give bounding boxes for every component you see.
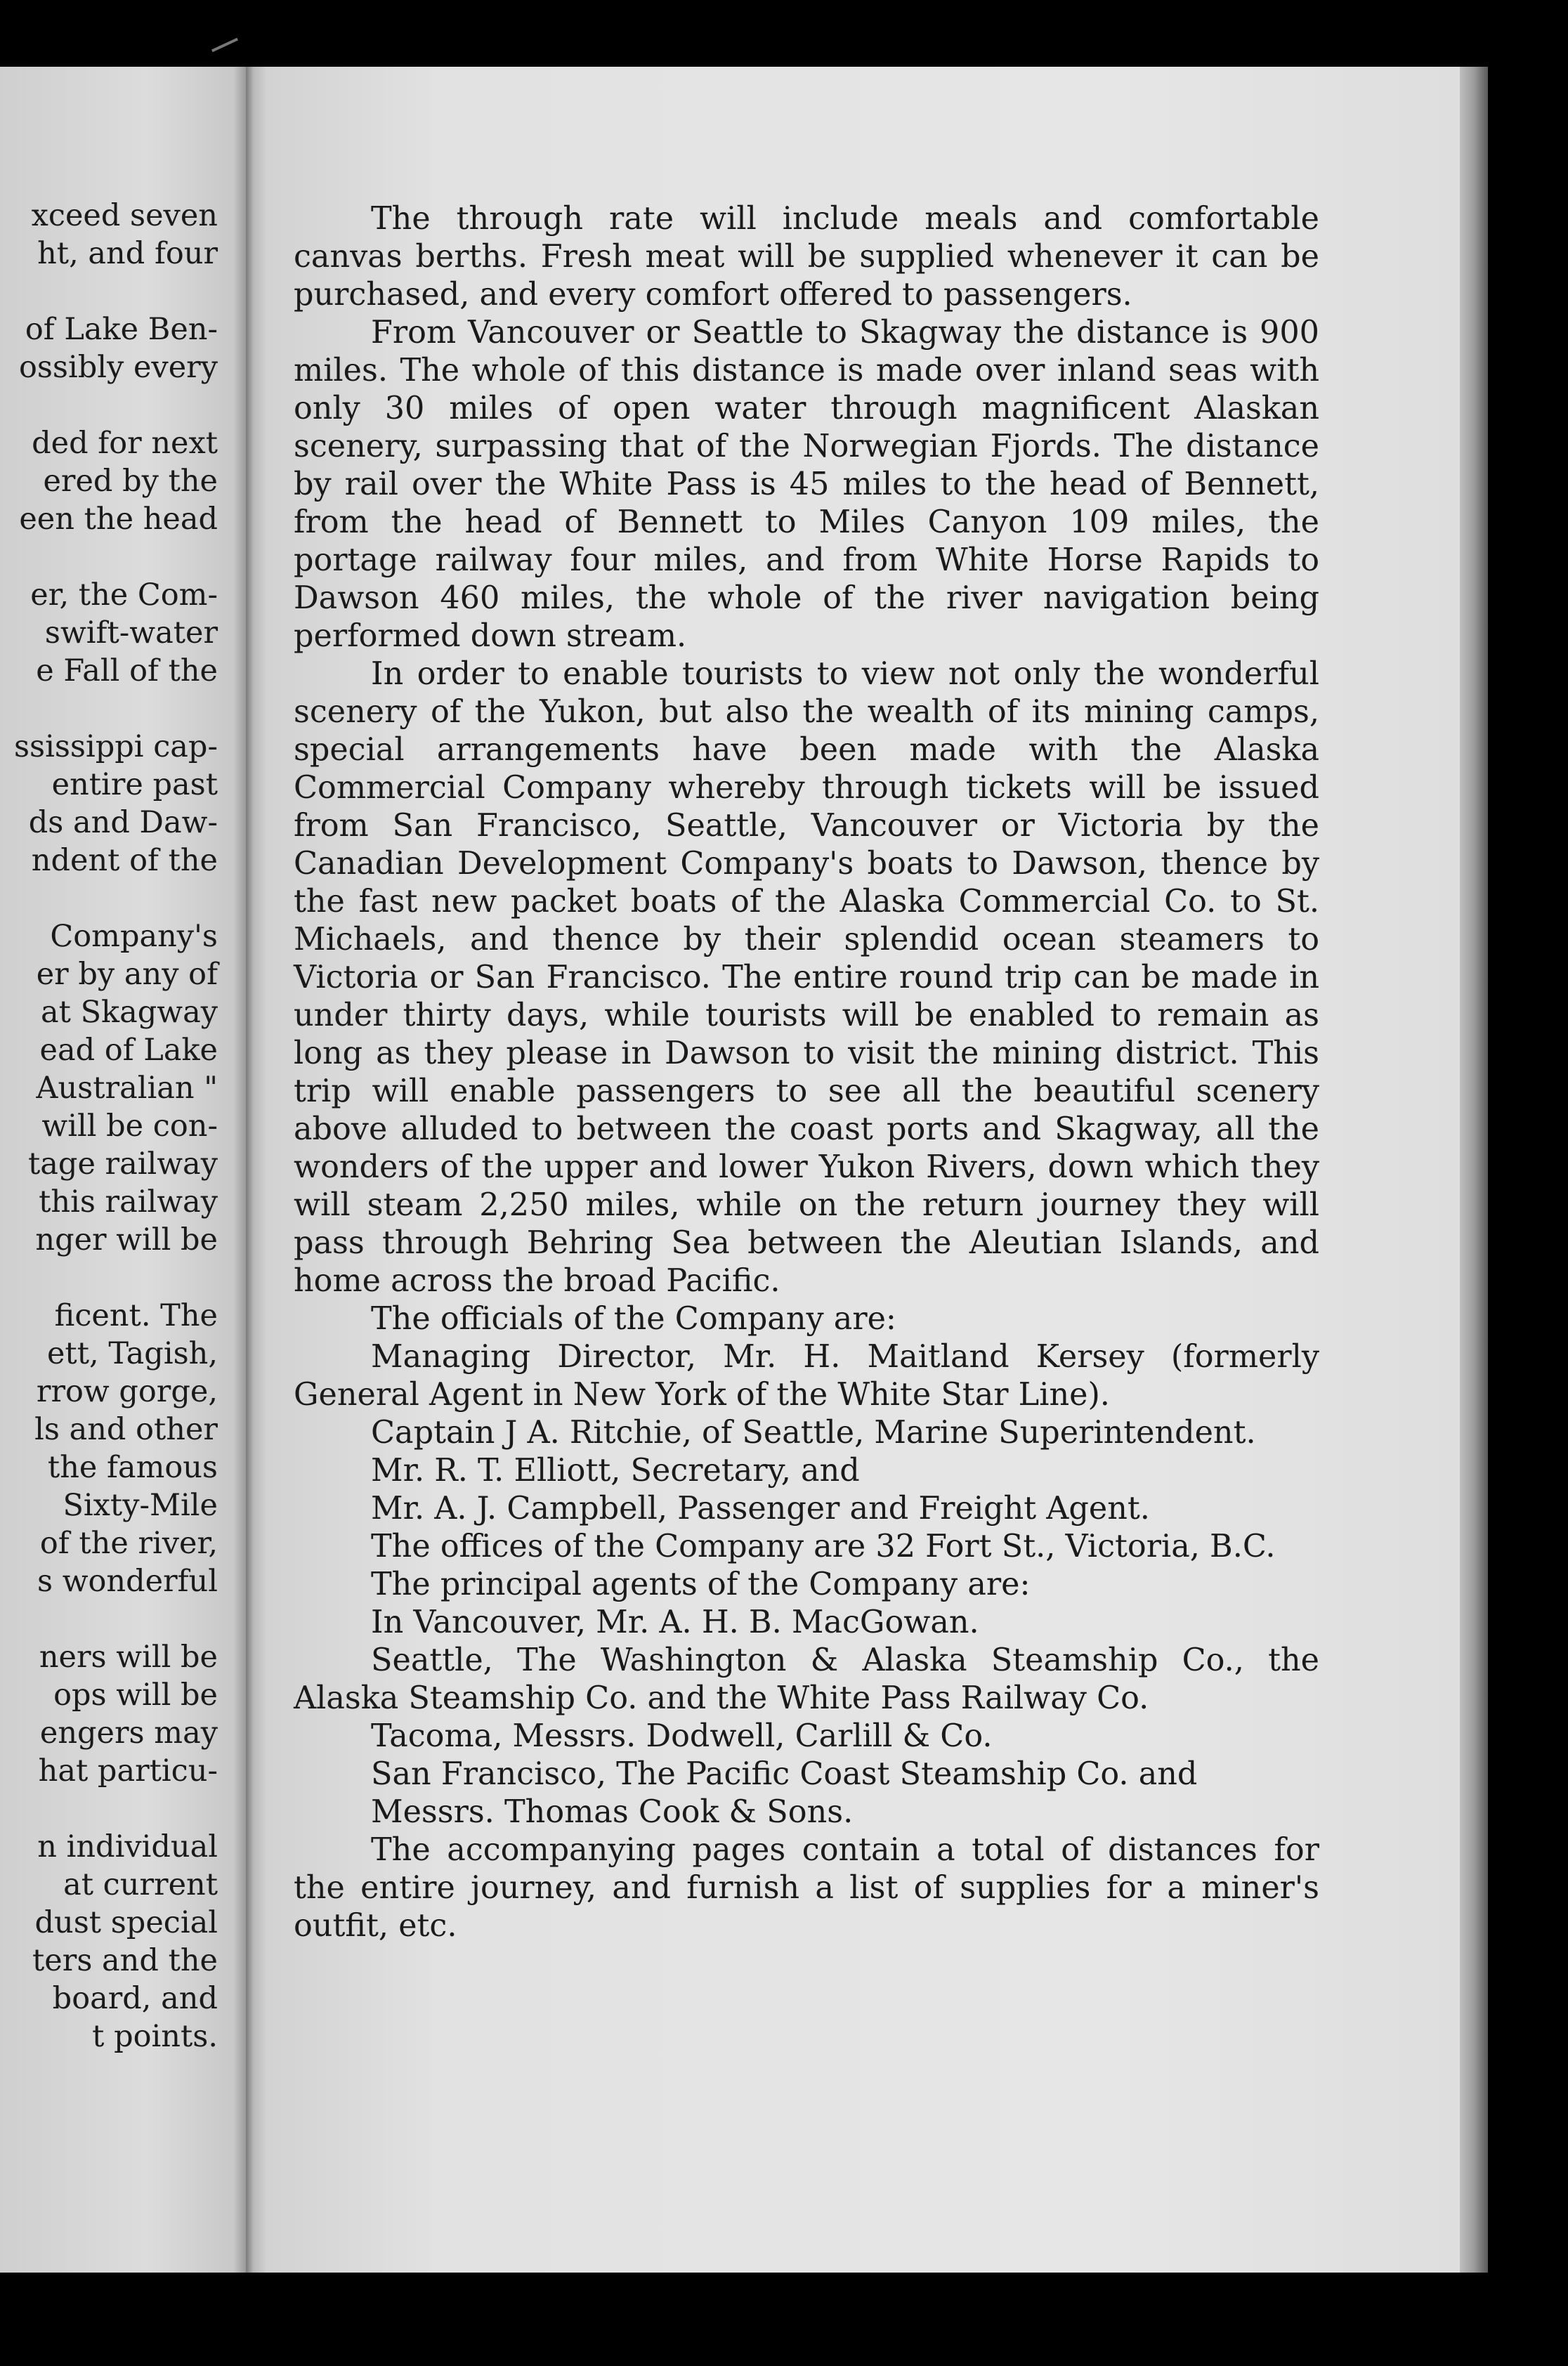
left-fragment-line: er, the Com- — [30, 577, 218, 613]
left-fragment-line: ht, and four — [37, 236, 218, 271]
left-fragment-line: ered by the — [43, 464, 218, 499]
paragraph-agents-heading: The principal agents of the Company are: — [371, 1567, 1031, 1602]
left-fragment-line: ded for next — [32, 426, 218, 461]
book-gutter — [246, 67, 266, 2273]
left-fragment-line: er by any of — [36, 957, 218, 992]
left-fragment-line: entire past — [51, 767, 218, 802]
paragraph-closing: The accompanying pages contain a total of distances for the entire journey, and furnish a list of supplies for a miner's outfit, etc. — [294, 1832, 1319, 1944]
left-fragment-line — [0, 880, 218, 917]
paragraph-secretary: Mr. R. T. Elliott, Secretary, and — [371, 1453, 860, 1489]
left-fragment-line: board, and — [52, 1981, 218, 2016]
paragraph-vancouver-agent: In Vancouver, Mr. A. H. B. MacGowan. — [371, 1604, 979, 1640]
left-fragment-line: ops will be — [53, 1678, 218, 1713]
left-fragment-line: at Skagway — [41, 995, 218, 1030]
left-fragment-line: ficent. The — [54, 1298, 218, 1333]
left-page-fragment — [0, 67, 246, 2273]
left-fragment-line — [0, 386, 218, 424]
paragraph-san-francisco-agent: San Francisco, The Pacific Coast Steamship Co. and — [371, 1756, 1198, 1792]
left-fragment-line: n individual — [37, 1829, 218, 1864]
left-fragment-line: tage railway — [28, 1146, 218, 1182]
left-fragment-line: e Fall of the — [36, 653, 218, 688]
paragraph-distance: From Vancouver or Seattle to Skagway the distance is 900 miles. The whole of this distance is made over inland seas with only 30 miles of open water through magnificent Alaskan scenery, surpassing that of the Norwegian Fjords. The distance by rail over the White Pass is 45 miles to the head of Bennett, from the head of Bennett to Miles Canyon 109 miles, the portage railway four miles, and from White Horse Rapids to Dawson 460 miles, the whole of the river navigation being performed down stream. — [294, 315, 1319, 654]
paragraph-marine-superintendent: Captain J A. Ritchie, of Seattle, Marine Superintendent. — [371, 1415, 1256, 1451]
left-fragment-line: ls and other — [34, 1412, 218, 1447]
left-page-text — [0, 197, 218, 2055]
paragraph-tourists: In order to enable tourists to view not only the wonderful scenery of the Yukon, but also the wealth of its mining camps, special arrangements have been made with the Alaska Commercial Company whereby through tickets will be issued from San Francisco, Seattle, Vancouver or Victoria by the Canadian Development Company's boats to Dawson, thence by the fast new packet boats of the Alaska Commercial Co. to St. Michaels, and thence by their splendid ocean steamers to Victoria or San Francisco. The entire round trip can be made in under thirty days, while tourists will be enabled to remain as long as they please in Dawson to visit the mining district. This trip will enable passengers to see all the beautiful scenery above alluded to between the coast ports and Skagway, all the wonders of the upper and lower Yukon Rivers, down which they will steam 2,250 miles, while on the return journey they will pass through Behring Sea between the Aleutian Islands, and home across the broad Pacific. — [294, 656, 1319, 1299]
paragraph-officials-heading: The officials of the Company are: — [371, 1301, 896, 1337]
left-fragment-line — [0, 690, 218, 728]
main-text-column — [294, 200, 1319, 1945]
left-fragment-line: ssissippi cap- — [13, 729, 218, 764]
left-fragment-line: ndent of the — [31, 843, 218, 878]
left-fragment-line: engers may — [39, 1715, 218, 1751]
left-fragment-line: will be con- — [41, 1109, 218, 1144]
left-fragment-line: of Lake Ben- — [25, 312, 218, 347]
left-fragment-line — [0, 538, 218, 576]
left-fragment-line: the famous — [47, 1450, 218, 1485]
left-fragment-line: dust special — [34, 1905, 218, 1940]
left-fragment-line — [0, 1790, 218, 1828]
page-edge — [1460, 67, 1488, 2273]
paragraph-cook-agent: Messrs. Thomas Cook & Sons. — [371, 1794, 854, 1830]
paragraph-seattle-agent: Seattle, The Washington & Alaska Steamship Co., the Alaska Steamship Co. and the White Pass Railway Co. — [294, 1642, 1319, 1716]
right-page — [266, 67, 1460, 2273]
left-fragment-line: nger will be — [35, 1222, 218, 1257]
left-fragment-line: Company's — [50, 919, 218, 954]
left-fragment-line: een the head — [19, 502, 218, 537]
paragraph-through-rate: The through rate will include meals and comfortable canvas berths. Fresh meat will be supplied whenever it can be purchased, and every comfort offered to passengers. — [294, 201, 1319, 313]
left-fragment-line: t points. — [92, 2019, 218, 2054]
left-fragment-line: Australian " — [36, 1071, 218, 1106]
paragraph-offices: The offices of the Company are 32 Fort St., Victoria, B.C. — [371, 1529, 1276, 1564]
left-fragment-line: this railway — [39, 1184, 218, 1220]
left-fragment-line: ters and the — [32, 1943, 218, 1978]
left-fragment-line — [0, 1600, 218, 1638]
left-fragment-line — [0, 273, 218, 311]
left-fragment-line: ds and Daw- — [28, 805, 218, 840]
left-fragment-line: ossibly every — [18, 350, 218, 385]
left-fragment-line: ett, Tagish, — [46, 1336, 218, 1371]
left-fragment-line: at current — [63, 1867, 218, 1902]
paragraph-passenger-agent: Mr. A. J. Campbell, Passenger and Freight Agent. — [371, 1491, 1150, 1527]
left-fragment-line: hat particu- — [38, 1753, 218, 1789]
paragraph-managing-director: Managing Director, Mr. H. Maitland Kersey (formerly General Agent in New York of the White Star Line). — [294, 1339, 1319, 1413]
paragraph-tacoma-agent: Tacoma, Messrs. Dodwell, Carlill & Co. — [371, 1718, 993, 1754]
left-fragment-line: swift-water — [44, 615, 218, 651]
left-fragment-line: ead of Lake — [39, 1033, 218, 1068]
left-fragment-line: Sixty-Mile — [63, 1488, 218, 1523]
left-fragment-line: ners will be — [39, 1640, 218, 1675]
left-fragment-line: rrow gorge, — [36, 1374, 218, 1409]
left-fragment-line: of the river, — [39, 1526, 218, 1561]
left-fragment-line: s wonderful — [37, 1564, 218, 1599]
left-fragment-line: xceed seven — [31, 198, 218, 233]
left-fragment-line — [0, 1259, 218, 1297]
